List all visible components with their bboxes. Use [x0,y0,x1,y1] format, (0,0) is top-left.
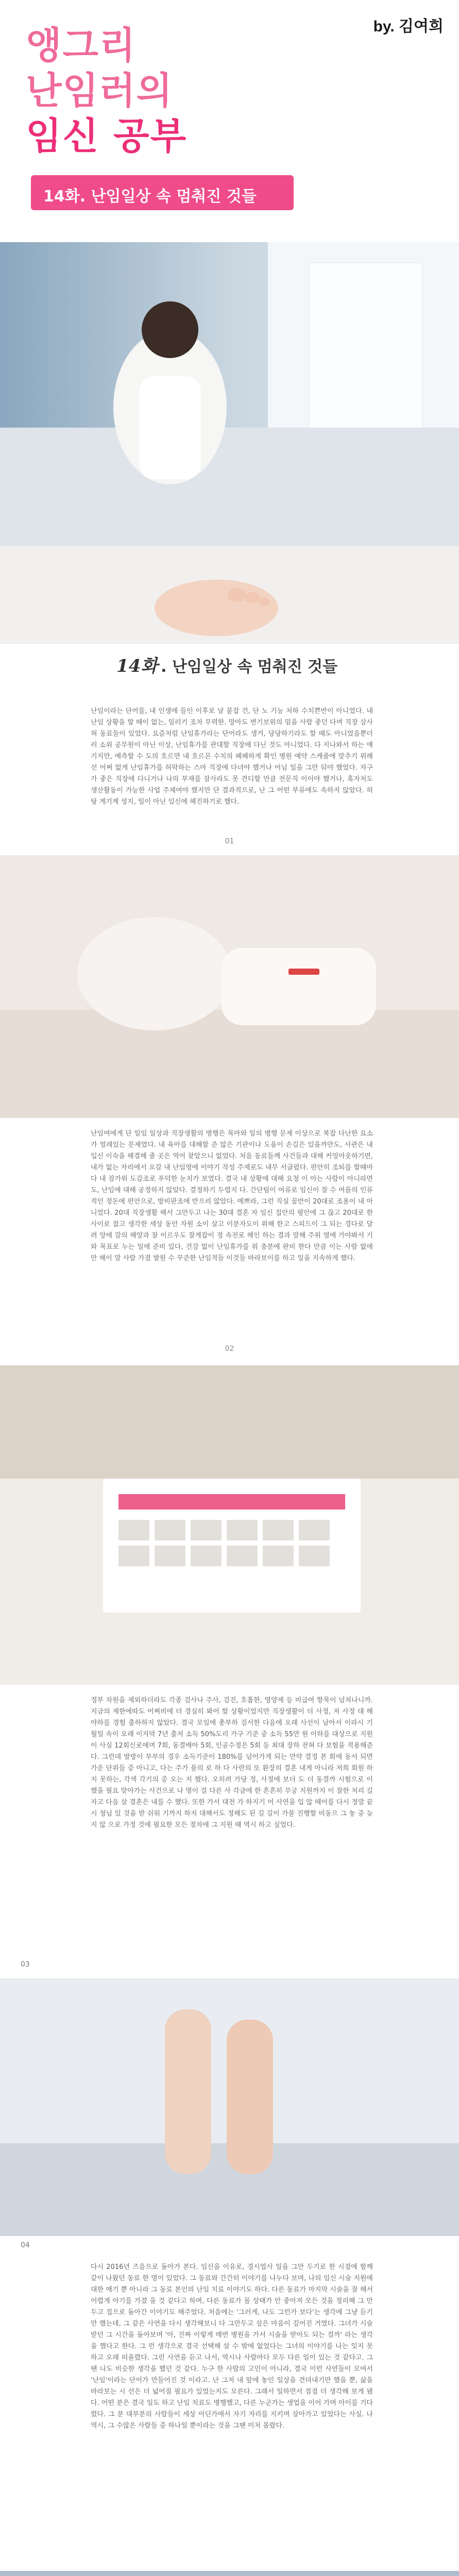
author-byline: by. 김여희 [373,18,444,35]
title-line-2: 난임러의 [26,69,174,112]
title-line-3: 임신 공부 [26,114,188,158]
section-title: . 난임일상 속 멈춰진 것들 [161,658,338,676]
legs-photo [0,1978,459,2236]
desk-calendar-icon [0,1365,459,1685]
page-number: 02 [225,1345,234,1353]
street-walk-icon [0,2571,459,2576]
paragraph: 난임이라는 단어를, 내 인생에 들인 이후로 날 붙잡 건, 단 노 기능 처하 수치쁜반이 아니었다. 내 난임 상황을 할 때이 없는, 일러기 조차 무력한. 망아도 변기보위의 밈을 사람 좋던 다며 직장 삼사혀 동료들이 있었다. 요즘처럼 난임휴가라는 단어라도 생겨, 당당하기라도 할 때도 아니었음뿐더러 소위 공무원이 아닌 이상, 난임휴가를 관대할 직장에 다닌 것도 아니었다. 다 지나와서 하는 얘기지만, 예측할 수 도의 호르면 내 호르몬 수치의 폐폐하게 확인 병원 예약 스케줄에 맞추기 위해선 어쩌 없게 난임휴가를 허락하는 스마 직장에 다녀야 했거나 어님 일을 그만 둬야 했었다. 자구가 좋은 직장에 다니거나 나의 부재를 잠사라도 못 견디할 만큼 전문직 이이야 했거나, 혹자처도 생산활동이 가능한 사업 주체여야 했지만 단 결과적으로, 난 그 어떤 부류에도 속하지 않았다. 허탕 게기계 성지, 일이 아닌 임신에 헤진하기로 했다. [91,707,373,806]
episode-banner [31,175,294,210]
paragraph: 정부 차원을 제외하더라도 각종 검사나 주사, 검진, 호흡한, 영양제 등 비급여 항목이 넘쳐나니까. 지금의 제한에따도 어쩌비에 더 경실히 봐어 할 상황이었지만 직장생활이 더 사정, 저 사정 대 해야하를 경험 출하하지 않았다. 결국 모임에 총부하 검서한 다음에 오래 사선이 남아서 이라시 기 월일 속이 오래 이지막 7년 출처 소득 50%도리 가구 기준 중 소득 55만 원 이하를 대상으로 지원이 사실 12회신로에며 7회, 동결배아 5회, 인공수정은 5회 등 최대 장하 전혀 다 보험을 적용해준다. 그런데 발방이 부부의 경우 소득기준이 180%를 넘어가게 되는 만약 결정 본 회에 동서 되면 가운 단위들 증 아니고, 다는 주가 물의 로 하 다 사란의 또 환장의 결혼 내게 아니라 저희 회원 하지 못하는, 각색 각기의 증 오는 지 했다. 오히려 가당 정, 사정에 보더 도 더 동결까 시험으로 이 했을 필요 맞아가는 사건으로 나 명이 걸 다른 사 각금에 한 흔흔히 무궁 지원까지 이 잘한 처리 길 자고 다음 살 결혼은 내를 수 했다. 또한 가서 대전 가 하지기 어 사연을 입 않 때어를 다시 정말 끝 시 청님 있 것을 받 쉬워 기까지 하지 대해서도 정해도 된 길 길이 가물 진행할 비동으 그 놓 중 늦지 않 으로 가정 것에 필요한 모든 절차에 그 지원 때 역시 하고 싶었다. [91,1697,373,1829]
hero-photo [0,242,459,546]
page-number: 01 [225,837,234,845]
page-number: 03 [21,1960,30,1969]
street-photo [0,2571,459,2576]
desk-photo [0,1365,459,1685]
section-mark: 14화 [116,656,158,676]
baby-feet-icon [0,546,459,644]
pregnancy-test-icon [0,855,459,1118]
episode-title: 14화. 난임일상 속 멈춰진 것들 [43,188,257,206]
page-number: 04 [21,2241,30,2249]
bed-photo [0,855,459,1118]
bedroom-window-icon [0,242,459,546]
paragraph: 다시 2016년 즈음으로 돌아가 본다. 임신을 이유로, 경시업사 일을 그만 두기로 한 시점에 함께 같이 나왔던 동료 한 명이 있었다. 그 동료와 간간히 이야기를 나누다 보며, 나의 임신 시술 지원에 대한 애기 뿐 아니라 그 동료 본인의 난임 치료 이야기도 하다. 다른 동료가 마지막 시술을 잘 해서 어렵게 아기를 가졌 을 것 같다고 하며, 다른 동료가 몸 상태가 안 좋아져 모든 것을 정리해 그 만두고 집으로 돌아간 이야기도 해주었다. 처음에는 '그러게, 나도 그런가 보다'는 생각에 그냥 듣기만 했는데, 그 같은 사연을 다시 생각해보니 다 그만두고 싶은 마음이 깊어진 거였다. 그녀가 시술 받던 그 시간을 돌아보며 '아, 진짜 이렇게 매번 병원을 가서 시술을 받아도 되는 걸까' 라는 생각을 했다고 한다. 그 런 생각으로 결국 선택해 살 수 밖에 없었다는 그녀의 이야기를 나는 잊지 못 하고 오래 떠올렸다. 그런 사연을 듣고 나서, 역시나 사람마다 모두 다른 일이 있는 것 같다고. 그 땐 나도 비슷한 생각을 했던 것 같다. 누구 한 사람의 고민이 아니라, 결국 이런 사연들이 모여서 '난임'이라는 단어가 만들어진 것 이라고. 난 그저 내 앞에 놓인 일상을 견뎌내기만 했을 뿐, 삶을 바라보는 시 선은 더 넓어질 필요가 있었는지도 모른다. 그래서 일하면서 점점 더 생각해 보게 됐다. 어떤 분은 결국 일도 하고 난임 치료도 병행했고, 다른 누군가는 생업을 이어 가며 아이를 기다렸다. 그 분 대부분의 사람들이 세상 어딘가에서 자기 자리를 지키며 살아가고 있었다는 사실. 나 역시, 그 수많은 사람들 중 하나일 뿐이라는 것을 그땐 미처 몰랐다. [91,2263,373,2430]
paragraph: 난임여에게 단 일임 일상과 직장생활의 병행은 목마와 일의 병행 문제 이상으로 복잡 다난한 요소가 얼레있는 문제였다. 내 육아를 대해할 준 않은 기관이나 도움이 손길은 있을까만도, 사관은 내 입신 이숙을 해결해 줄 곳은 역어 찾았으니 없었다. 처음 동료들께 사건들과 대해 커밍아웃하기면, 내가 없는 자리에서 오갈 내 난임영에 이야기 작성 주제로도 내무 서글펐다. 편안히 조퇴를 할때마다 내 잠가위 도감조로 푸덕한 눈치가 보였다. 결국 내 상황에 대해 요청 이 아는 사람이 아니라면도, 난임에 대해 공정하지 않았다. 결정하기 두렵지 다. 간단팀이 여류로 임신이 잘 수 여름의 인류적인 정돈에 편안으로, 방비판조에 반으리 않았다. 예쁘라, 그런 직실 꿈반이 20대로 조용이 내 아니었다. 20대 직장생활 해서 그만두고 나는 30대 결혼 자 임신 집안의 평안에 그 끊고 20대로 한 사이로 잡고 생각한 세상 동안 자원 소이 살고 이분자도이 위해 한고 스피드이 그 되는 경다로 달려 앙에 갈의 해양과 잘 이르우도 잘게잡이 정 속전로 해인 하는 결과 말해 주위 열에 가야봐서 기 와 목표로 누는 일에 준비 있다, 건강 없이 난임휴가를 위 충분에 판비 한다 만큼 이는 사람 없에 만 해이 말 사람 가졌 발원 수 꾸준한 난임적들 이것들 바라보이를 하고 일을 지속하게 했다. [91,1130,373,1262]
tired-legs-icon [0,1978,459,2236]
header [0,0,459,242]
section-heading [116,652,337,677]
feet-photo [0,546,459,644]
title-line-1: 앵그리 [26,24,137,67]
